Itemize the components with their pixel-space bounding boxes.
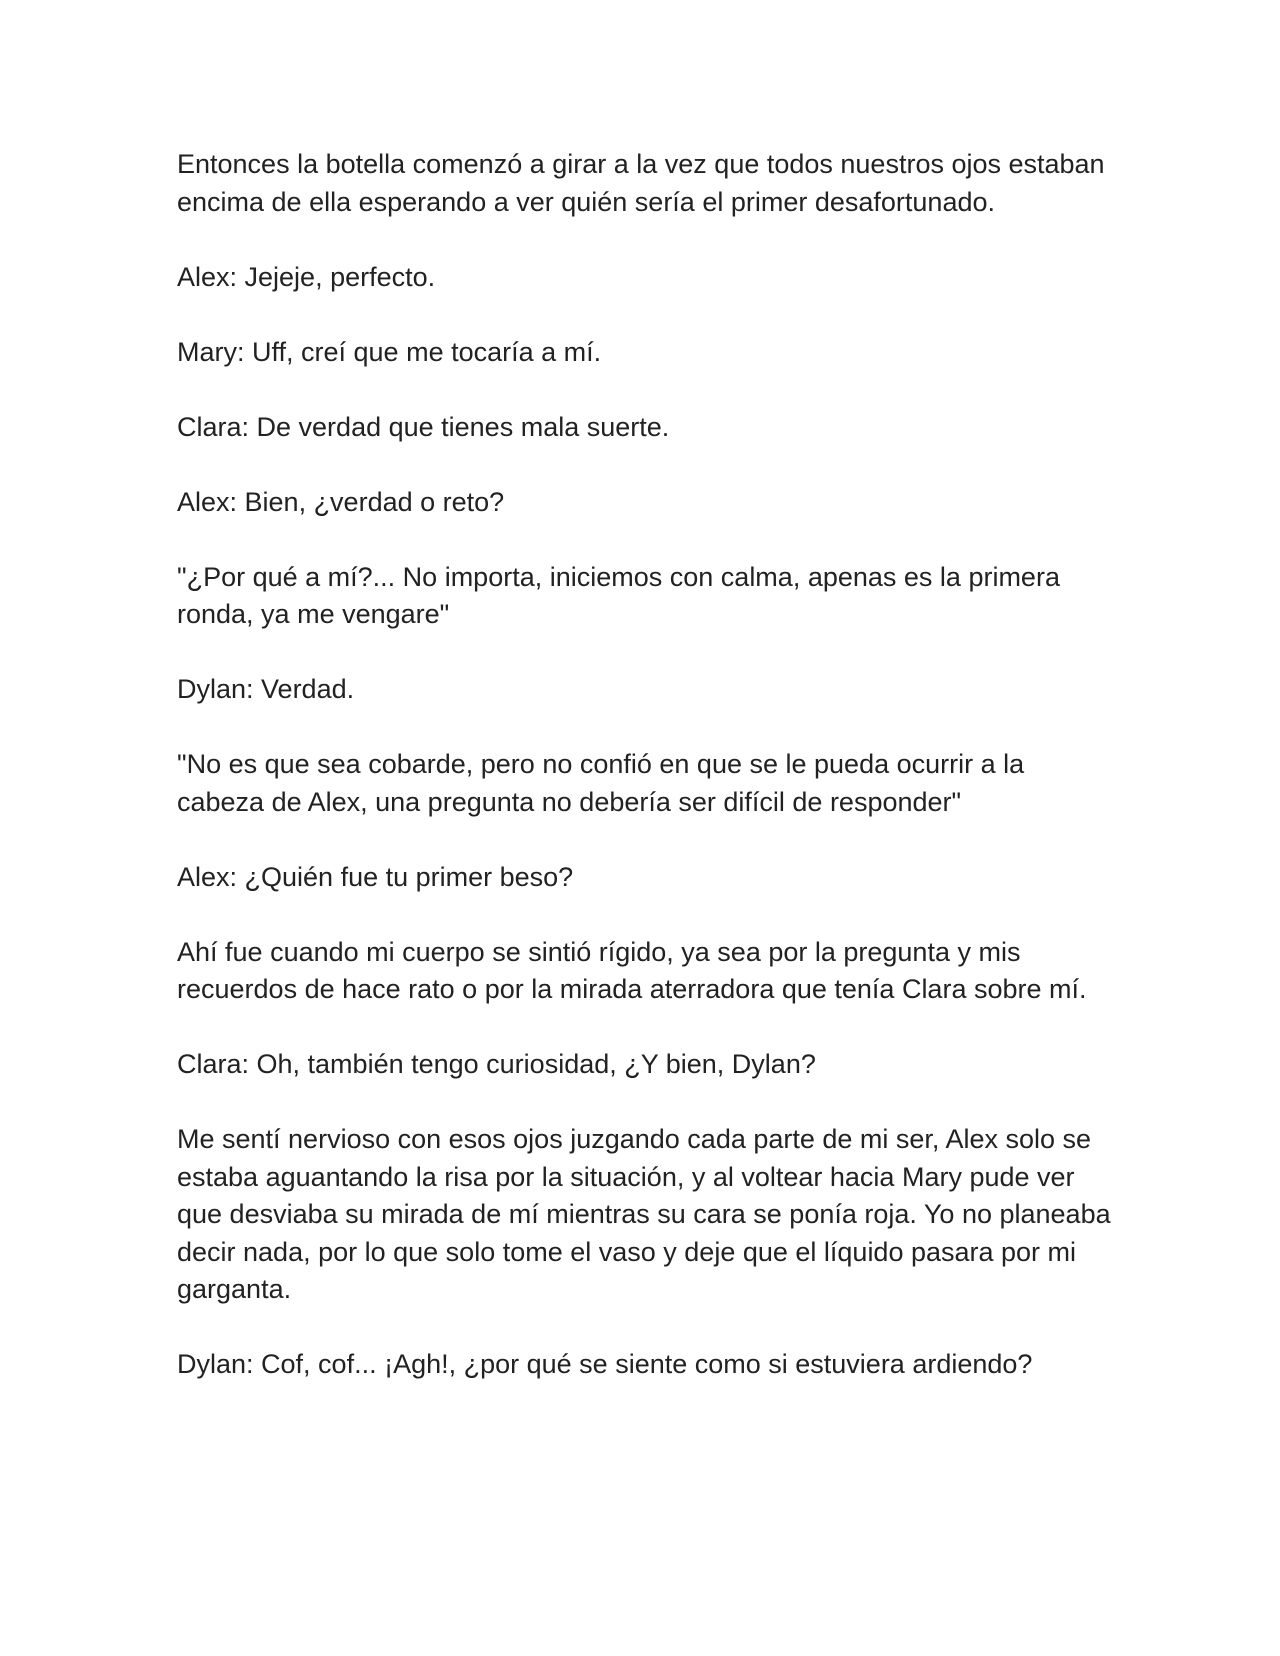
paragraph-narration: Entonces la botella comenzó a girar a la vez que todos nuestros ojos estaban encima de ella esperando a ver quién sería el primer desafortunado. <box>177 149 1105 217</box>
paragraph-dialogue: Clara: Oh, también tengo curiosidad, ¿Y bien, Dylan? <box>177 1049 816 1079</box>
paragraph-dialogue: Alex: ¿Quién fue tu primer beso? <box>177 861 574 892</box>
paragraph-dialogue: Dylan: Cof, cof... ¡Agh!, ¿por qué se siente como si estuviera ardiendo? <box>177 1349 1033 1379</box>
paragraph-dialogue: Dylan: Verdad. <box>177 674 355 704</box>
paragraph-dialogue: Alex: Jejeje, perfecto. <box>177 261 436 292</box>
document-body <box>177 146 1117 1384</box>
paragraph-thought: "¿Por qué a mí?... No importa, iniciemos con calma, apenas es la primera ronda, ya me vengare" <box>177 561 1060 629</box>
paragraph-thought: "No es que sea cobarde, pero no confió en que se le pueda ocurrir a la cabeza de Alex, una pregunta no debería ser difícil de responder" <box>177 749 1025 817</box>
paragraph-dialogue: Clara: De verdad que tienes mala suerte. <box>177 411 670 442</box>
paragraph-narration: Me sentí nervioso con esos ojos juzgando cada parte de mi ser, Alex solo se estaba aguantando la risa por la situación, y al voltear hacia Mary pude ver que desviaba su mirada de mí mientras su cara se ponía roja. Yo no planeaba decir nada, por lo que solo tome el vaso y deje que el líquido pasara por mi garganta. <box>177 1124 1111 1304</box>
paragraph-dialogue: Alex: Bien, ¿verdad o reto? <box>177 486 505 517</box>
paragraph-dialogue: Mary: Uff, creí que me tocaría a mí. <box>177 336 602 367</box>
paragraph-narration: Ahí fue cuando mi cuerpo se sintió rígido, ya sea por la pregunta y mis recuerdos de hace rato o por la mirada aterradora que tenía Clara sobre mí. <box>177 936 1087 1004</box>
